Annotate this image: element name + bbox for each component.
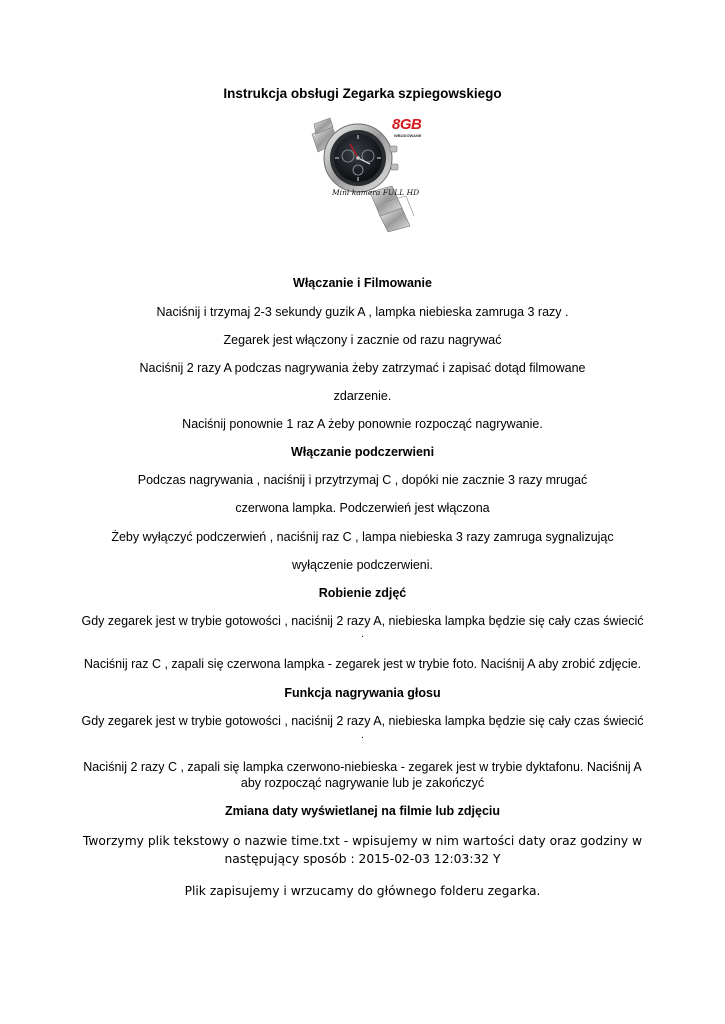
paragraph-line: Gdy zegarek jest w trybie gotowości , naciśnij 2 razy A, niebieska lampka będzie się cały czas świecić bbox=[81, 714, 644, 728]
watch-product-image bbox=[310, 112, 424, 232]
storage-badge-subtitle: WBUDOWANE bbox=[394, 133, 422, 138]
section-heading-infrared: Włączanie podczerwieni bbox=[290, 445, 435, 459]
paragraph-line: Naciśnij i trzymaj 2-3 sekundy guzik A , lampka niebieska zamruga 3 razy . bbox=[156, 305, 569, 319]
paragraph-line: Gdy zegarek jest w trybie gotowości , naciśnij 2 razy A, niebieska lampka będzie się cały czas świecić bbox=[81, 614, 644, 628]
document-title: Instrukcja obsługi Zegarka szpiegowskiego bbox=[223, 86, 502, 101]
camera-label: Mini kamera FULL HD bbox=[332, 188, 420, 197]
section-heading-recording: Włączanie i Filmowanie bbox=[293, 276, 432, 290]
paragraph-line: aby rozpocząć nagrywanie lub je zakończyć bbox=[240, 776, 485, 790]
paragraph-line: Podczas nagrywania , naciśnij i przytrzymaj C , dopóki nie zacznie 3 razy mrugać bbox=[137, 473, 588, 487]
paragraph-line: wyłączenie podczerwieni. bbox=[291, 558, 434, 572]
section-heading-voice: Funkcja nagrywania głosu bbox=[284, 686, 441, 700]
paragraph-dot: . bbox=[361, 730, 364, 741]
paragraph-line: Naciśnij ponownie 1 raz A żeby ponownie rozpocząć nagrywanie. bbox=[182, 417, 543, 431]
paragraph-line: zdarzenie. bbox=[333, 389, 392, 403]
paragraph-line: Naciśnij 2 razy A podczas nagrywania żeby zatrzymać i zapisać dotąd filmowane bbox=[139, 361, 586, 375]
paragraph-line: Zegarek jest włączony i zacznie od razu nagrywać bbox=[223, 333, 502, 347]
paragraph-line: następujący sposób : 2015-02-03 12:03:32 Y bbox=[224, 852, 501, 866]
paragraph-line: Naciśnij 2 razy C , zapali się lampka czerwono-niebieska - zegarek jest w trybie dyktafonu. Naciśnij A bbox=[83, 760, 642, 774]
paragraph-line: Naciśnij raz C , zapali się czerwona lampka - zegarek jest w trybie foto. Naciśnij A aby zrobić zdjęcie. bbox=[83, 657, 642, 671]
section-heading-date: Zmiana daty wyświetlanej na filmie lub zdjęciu bbox=[224, 804, 501, 818]
paragraph-line: Plik zapisujemy i wrzucamy do głównego folderu zegarka. bbox=[184, 884, 541, 898]
paragraph-dot: . bbox=[361, 629, 364, 640]
section-heading-photos: Robienie zdjęć bbox=[318, 586, 407, 600]
paragraph-line: Żeby wyłączyć podczerwień , naciśnij raz C , lampa niebieska 3 razy zamruga sygnalizując bbox=[111, 530, 614, 544]
paragraph-line: czerwona lampka. Podczerwień jest włączona bbox=[235, 501, 490, 515]
storage-badge: 8GB bbox=[392, 116, 422, 133]
paragraph-line: Tworzymy plik tekstowy o nazwie time.txt - wpisujemy w nim wartości daty oraz godziny w bbox=[82, 834, 643, 848]
